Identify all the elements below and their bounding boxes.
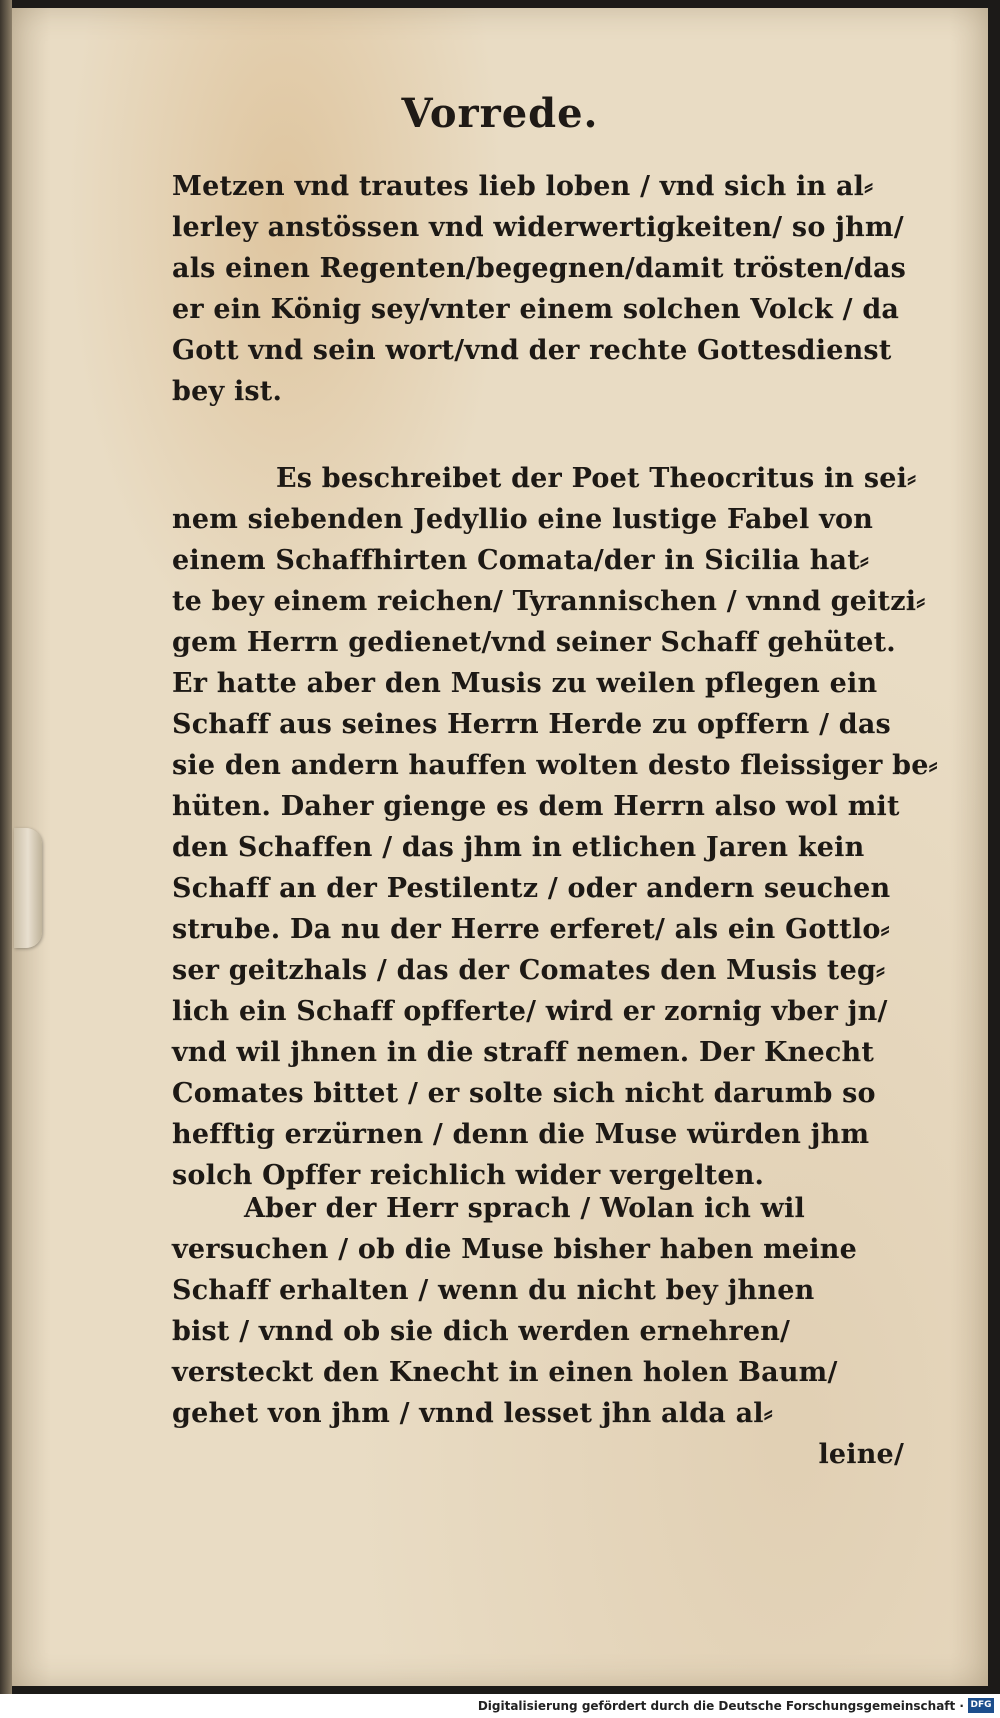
text-line: Metzen vnd trautes lieb loben / vnd sich in al⸗: [172, 171, 874, 202]
text-line: bist / vnnd ob sie dich werden ernehren/: [172, 1316, 791, 1347]
dfg-logo: DFG: [968, 1698, 994, 1713]
text-line: einem Schaffhirten Comata/der in Sicilia hat⸗: [172, 545, 870, 576]
footer-credit: Digitalisierung gefördert durch die Deutsche Forschungsgemeinschaft ·: [477, 1699, 964, 1713]
text-line: versuchen / ob die Muse bisher haben meine: [172, 1234, 857, 1265]
text-line: sie den andern hauffen wolten desto fleissiger be⸗: [172, 750, 938, 781]
text-line: Er hatte aber den Musis zu weilen pflegen ein: [172, 668, 878, 699]
paragraph-1: [172, 166, 932, 412]
text-line: Schaff an der Pestilentz / oder andern seuchen: [172, 873, 891, 904]
text-line: nem siebenden Jedyllio eine lustige Fabel von: [172, 504, 874, 535]
text-line: als einen Regenten/begegnen/damit trösten/das: [172, 253, 907, 284]
book-page: [12, 8, 988, 1686]
paragraph-2: [172, 458, 938, 1196]
book-binding-edge: [0, 0, 12, 1718]
page-clip: [14, 828, 42, 948]
paragraph-3: [172, 1188, 932, 1475]
text-line: Schaff erhalten / wenn du nicht bey jhnen: [172, 1275, 815, 1306]
text-line: te bey einem reichen/ Tyrannischen / vnnd geitzi⸗: [172, 586, 926, 617]
text-line: hefftig erzürnen / denn die Muse würden jhm: [172, 1119, 870, 1150]
text-line: versteckt den Knecht in einen holen Baum/: [172, 1357, 838, 1388]
text-line: lerley anstössen vnd widerwertigkeiten/ so jhm/: [172, 212, 904, 243]
page-header: Vorrede.: [401, 90, 599, 137]
text-line: er ein König sey/vnter einem solchen Volck / da: [172, 294, 900, 325]
text-line: Aber der Herr sprach / Wolan ich wil: [244, 1193, 805, 1224]
text-line: hüten. Daher gienge es dem Herrn also wol mit: [172, 791, 900, 822]
text-line: vnd wil jhnen in die straff nemen. Der Knecht: [172, 1037, 875, 1068]
text-line: ser geitzhals / das der Comates den Musis teg⸗: [172, 955, 886, 986]
digitization-footer: [0, 1694, 1000, 1718]
text-line: den Schaffen / das jhm in etlichen Jaren kein: [172, 832, 865, 863]
text-line: solch Opffer reichlich wider vergelten.: [172, 1160, 765, 1191]
text-line: Es beschreibet der Poet Theocritus in sei⸗: [276, 463, 917, 494]
text-line: bey ist.: [172, 376, 283, 407]
text-line: Gott vnd sein wort/vnd der rechte Gottesdienst: [172, 335, 892, 366]
text-line: lich ein Schaff opfferte/ wird er zornig vber jn/: [172, 996, 888, 1027]
text-line: Comates bittet / er solte sich nicht darumb so: [172, 1078, 876, 1109]
text-line: gem Herrn gedienet/vnd seiner Schaff gehütet.: [172, 627, 896, 658]
text-line: strube. Da nu der Herre erferet/ als ein Gottlo⸗: [172, 914, 890, 945]
text-line: gehet von jhm / vnnd lesset jhn alda al⸗: [172, 1398, 773, 1429]
text-line: Schaff aus seines Herrn Herde zu opffern / das: [172, 709, 891, 740]
catchword: leine/: [818, 1439, 904, 1470]
